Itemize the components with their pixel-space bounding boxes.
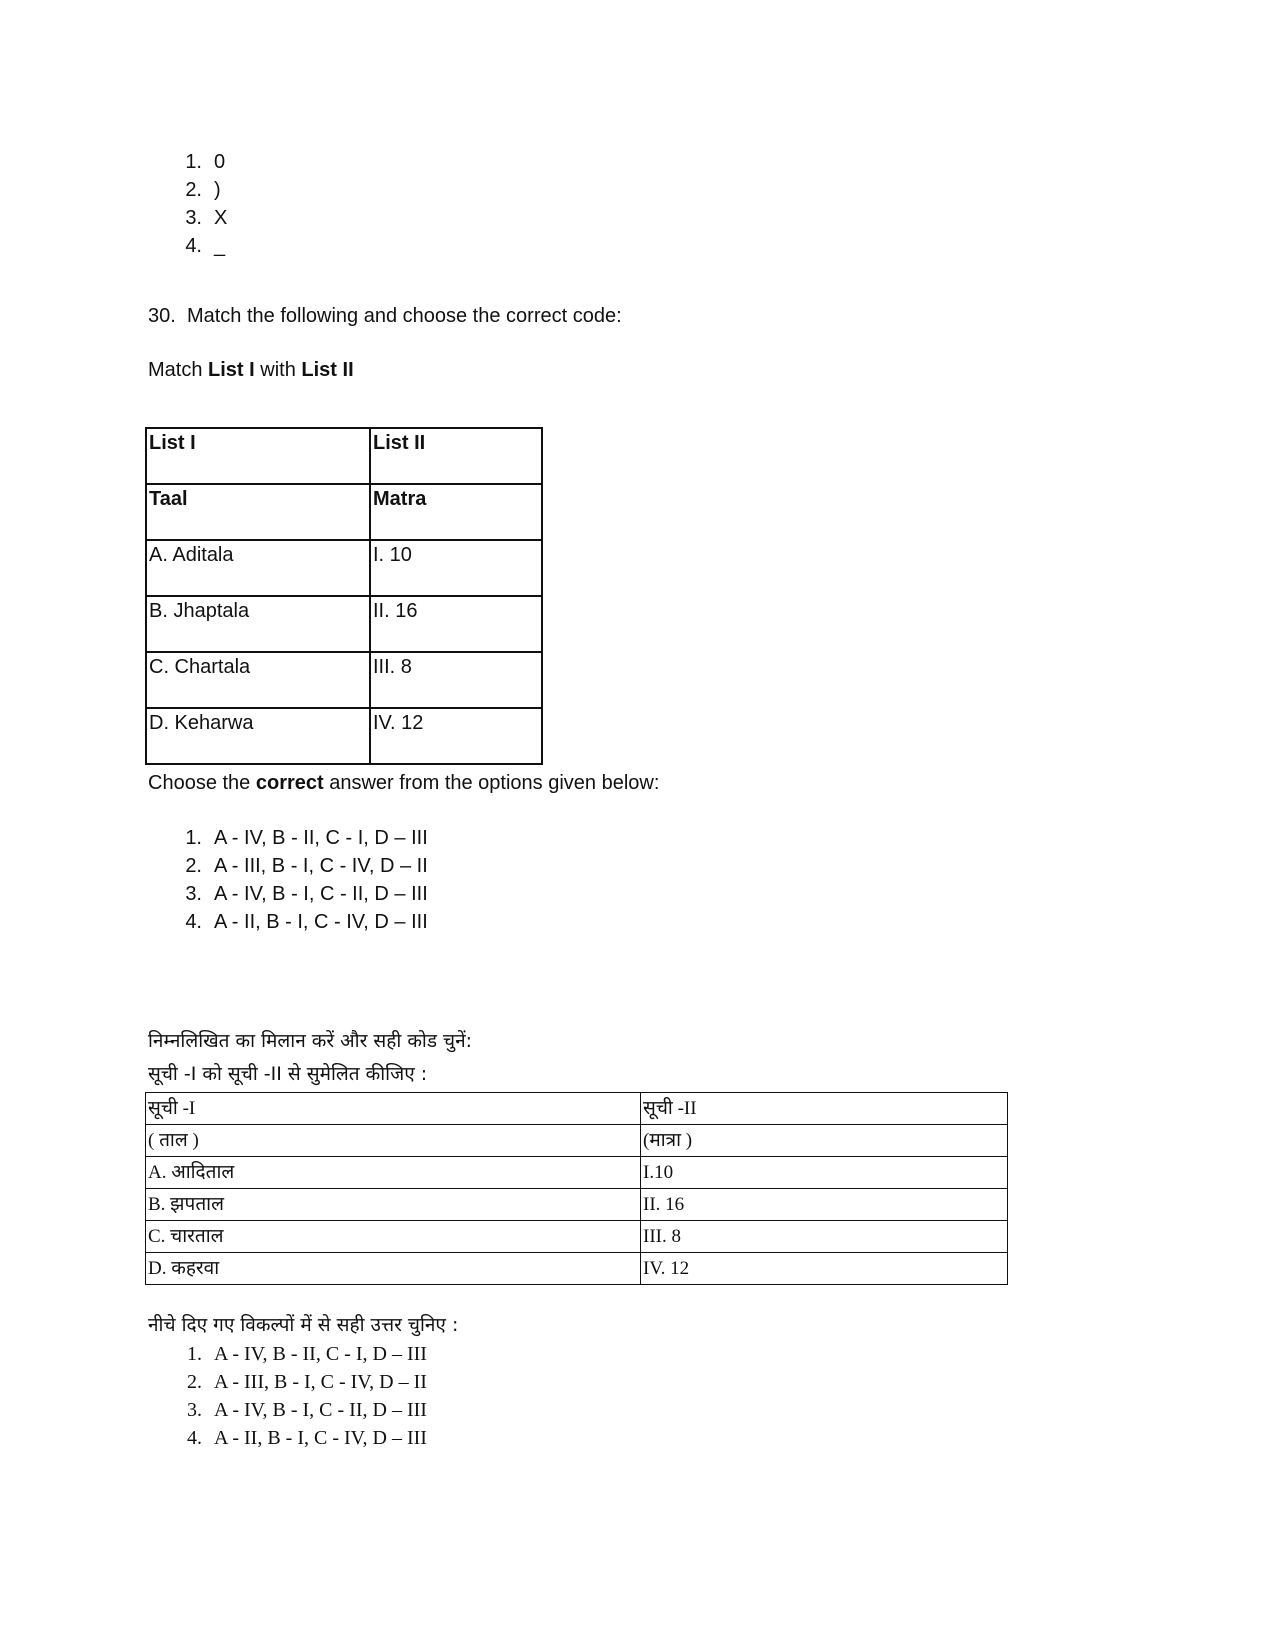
subheader-matra: Matra <box>370 484 542 540</box>
table-cell: I.10 <box>641 1157 1008 1189</box>
choose-instruction: Choose the correct answer from the options given below: <box>148 772 660 794</box>
table-cell: III. 8 <box>370 652 542 708</box>
table-cell: D. Keharwa <box>146 708 370 764</box>
hindi-instruction: निम्नलिखित का मिलान करें और सही कोड चुनें: <box>148 1030 473 1052</box>
header-list-1: List I <box>146 428 370 484</box>
question-heading <box>148 303 622 329</box>
table-cell: A. आदिताल <box>146 1157 641 1189</box>
table-row <box>146 540 542 596</box>
table-header-row <box>146 428 542 484</box>
match-table-hindi <box>145 1092 1008 1285</box>
subheader-matra: (मात्रा ) <box>641 1125 1008 1157</box>
table-cell: C. चारताल <box>146 1221 641 1253</box>
table-cell: D. कहरवा <box>146 1253 641 1285</box>
table-cell: IV. 12 <box>370 708 542 764</box>
table-row <box>146 1157 1008 1189</box>
table-cell: III. 8 <box>641 1221 1008 1253</box>
table-cell: II. 16 <box>641 1189 1008 1221</box>
table-row <box>146 596 542 652</box>
question-text: Match the following and choose the correct code: <box>186 305 622 327</box>
table-row <box>146 1253 1008 1285</box>
table-row <box>146 652 542 708</box>
table-row <box>146 1189 1008 1221</box>
table-cell: IV. 12 <box>641 1253 1008 1285</box>
table-cell: C. Chartala <box>146 652 370 708</box>
hindi-match-line: सूची -I को सूची -II से सुमेलित कीजिए : <box>148 1063 428 1085</box>
table-cell: B. झपताल <box>146 1189 641 1221</box>
table-cell: I. 10 <box>370 540 542 596</box>
table-header-row <box>146 1093 1008 1125</box>
match-table-english <box>145 427 543 765</box>
table-row <box>146 708 542 764</box>
table-cell: II. 16 <box>370 596 542 652</box>
match-instruction: Match List I with List II <box>148 359 354 381</box>
table-row <box>146 1221 1008 1253</box>
header-list-2: List II <box>370 428 542 484</box>
hindi-choose-instruction: नीचे दिए गए विकल्पों में से सही उत्तर चुनिए : <box>148 1314 459 1336</box>
subheader-taal: ( ताल ) <box>146 1125 641 1157</box>
table-cell: B. Jhaptala <box>146 596 370 652</box>
header-list-2: सूची -II <box>641 1093 1008 1125</box>
table-subheader-row <box>146 1125 1008 1157</box>
table-cell: A. Aditala <box>146 540 370 596</box>
question-number: 30. <box>148 305 176 327</box>
subheader-taal: Taal <box>146 484 370 540</box>
header-list-1: सूची -I <box>146 1093 641 1125</box>
table-subheader-row <box>146 484 542 540</box>
